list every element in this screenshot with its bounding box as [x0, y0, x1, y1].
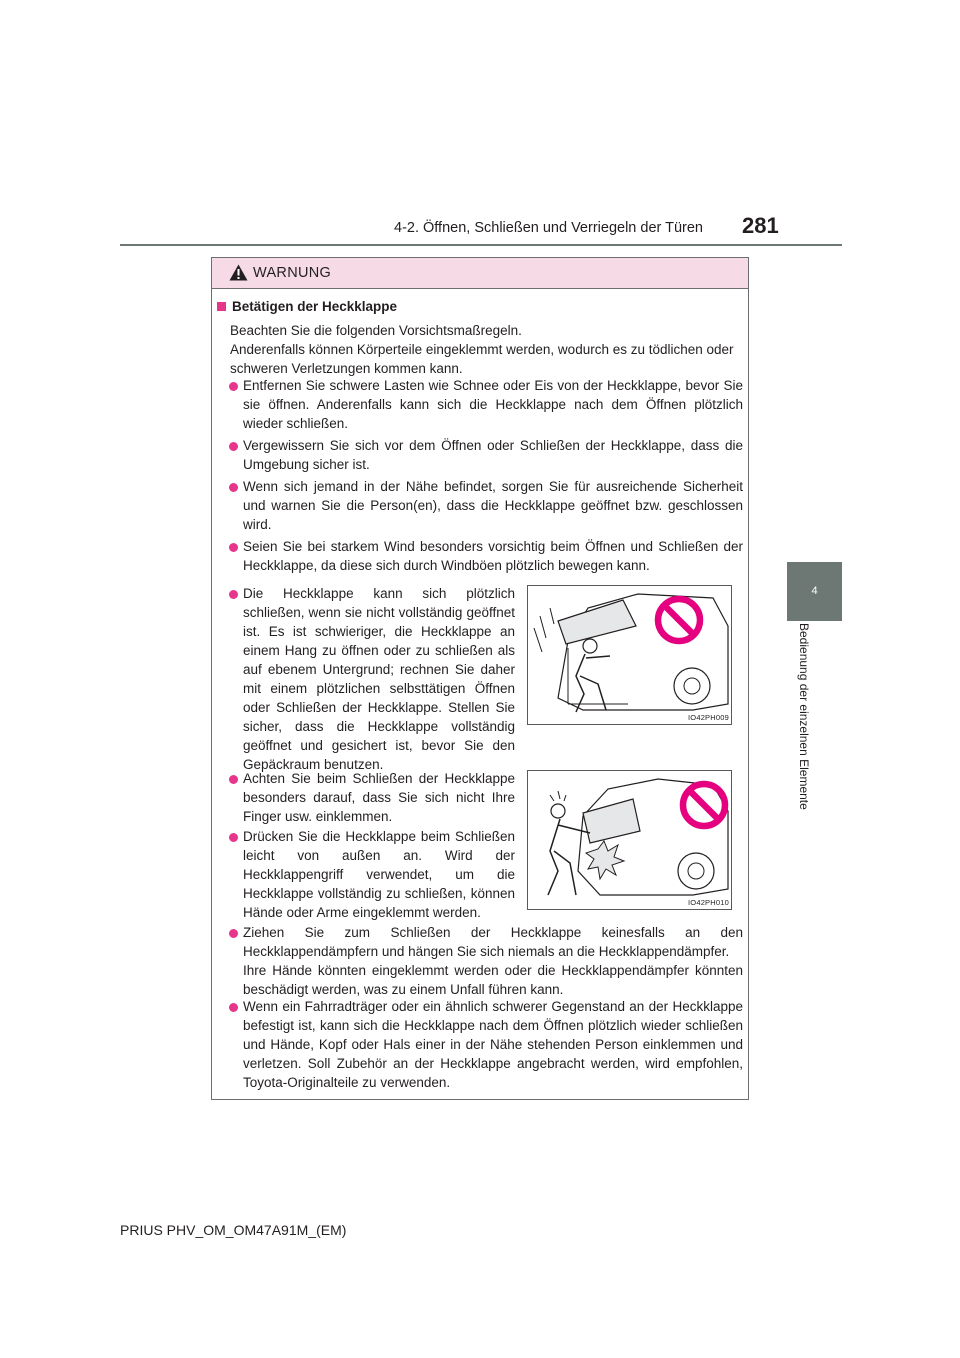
bullet-text: Wenn ein Fahrradträger oder ein ähnlich schwerer Gegenstand an der Heckklappe befestigt ist, kann sich die Heckklappe nach dem Öffnen plötzlich wieder schließen und Hände, Kopf oder Hals einer in der Nähe stehenden Person einklemmen und verletzen. Soll Zubehör an der Heckklappe angebracht werden, wird empfohlen, Toyota-Originalteile zu verwenden. — [243, 999, 743, 1090]
page-number: 281 — [742, 213, 779, 238]
warning-header — [212, 258, 748, 289]
warning-title: WARNUNG — [253, 265, 332, 281]
bullet-icon — [229, 543, 238, 552]
chapter-tab[interactable]: 4 — [787, 562, 842, 621]
bullet-icon — [229, 382, 238, 391]
tailgate-closing-figure — [527, 585, 732, 725]
figure-code: IO42PH009 — [688, 713, 729, 722]
bullet-icon — [229, 929, 238, 938]
section-heading — [217, 299, 397, 314]
section-title: 4-2. Öffnen, Schließen und Verriegeln der Türen — [394, 220, 703, 236]
bullet-icon — [229, 483, 238, 492]
footer-code: PRIUS PHV_OM_OM47A91M_(EM) — [120, 1222, 347, 1238]
prohibited-icon — [653, 594, 705, 646]
section-heading-text: Betätigen der Heckklappe — [232, 299, 398, 314]
figure-code: IO42PH010 — [688, 898, 729, 907]
intro-line: Beachten Sie die folgenden Vorsichtsmaßregeln. — [230, 323, 522, 338]
intro-text — [230, 321, 745, 378]
bullet-text: Wenn sich jemand in der Nähe befindet, sorgen Sie für ausreichende Sicherheit und warnen Sie die Person(en), dass die Heckklappe geöffnet bzw. geschlossen wird. — [243, 479, 743, 532]
bullet-text: Vergewissern Sie sich vor dem Öffnen oder Schließen der Heckklappe, dass die Umgebung sicher ist. — [243, 438, 743, 472]
square-bullet-icon — [217, 302, 226, 311]
bullet-text: Die Heckklappe kann sich plötzlich schließen, wenn sie nicht vollständig geöffnet ist. Es ist schwieriger, die Heckklappe an einem Hang zu öffnen oder zu schließen als auf ebenem Untergrund; rechnen Sie daher mit einem plötzlichen selbsttätigen Öffnen oder Schließen der Heckklappe. Stellen Sie sicher, dass die Heckklappe vollständig geöffnet und gesichert ist, bevor Sie den Gepäckraum benutzen. — [243, 586, 515, 772]
bullet-icon — [229, 590, 238, 599]
bullet-icon — [229, 775, 238, 784]
prohibited-icon — [678, 779, 730, 831]
bullet-text: Seien Sie bei starkem Wind besonders vorsichtig beim Öffnen und Schließen der Heckklappe, da diese sich durch Windböen plötzlich bewegen kann. — [243, 539, 743, 573]
bullet-icon — [229, 1003, 238, 1012]
chapter-tab-body — [787, 620, 842, 860]
bullet-icon — [229, 833, 238, 842]
intro-line: Anderenfalls können Körperteile eingeklemmt werden, wodurch es zu tödlichen oder — [230, 342, 734, 357]
bullet-icon — [229, 442, 238, 451]
warning-icon — [229, 264, 248, 281]
bullet-text — [243, 923, 743, 999]
chapter-title: Bedienung der einzelnen Elemente — [797, 623, 811, 810]
intro-line: schweren Verletzungen kommen kann. — [230, 361, 463, 376]
tailgate-pinch-figure — [527, 770, 732, 910]
bullet-text: Achten Sie beim Schließen der Heckklappe besonders darauf, dass Sie sich nicht Ihre Finger usw. einklemmen. — [243, 771, 515, 824]
bullet-text: Drücken Sie die Heckklappe beim Schließen leicht von außen an. Wird der Heckklappengriff verwendet, um die Heckklappe vollständig zu schließen, können Hände oder Arme eingeklemmt werden. — [243, 829, 515, 920]
bullet-line: Ihre Hände könnten eingeklemmt werden oder die Heckklappendämpfer könnten beschädigt werden, was zu einem Unfall führen kann. — [243, 963, 743, 997]
bullet-text: Entfernen Sie schwere Lasten wie Schnee oder Eis von der Heckklappe, bevor Sie sie öffnen. Anderenfalls kann sich die Heckklappe nach dem Öffnen plötzlich wieder schließen. — [243, 378, 743, 431]
header-rule — [120, 244, 842, 246]
bullet-line: Ziehen Sie zum Schließen der Heckklappe keinesfalls an den Heckklappendämpfern und hängen Sie sich niemals an die Heckklappendämpfer. — [243, 925, 743, 959]
